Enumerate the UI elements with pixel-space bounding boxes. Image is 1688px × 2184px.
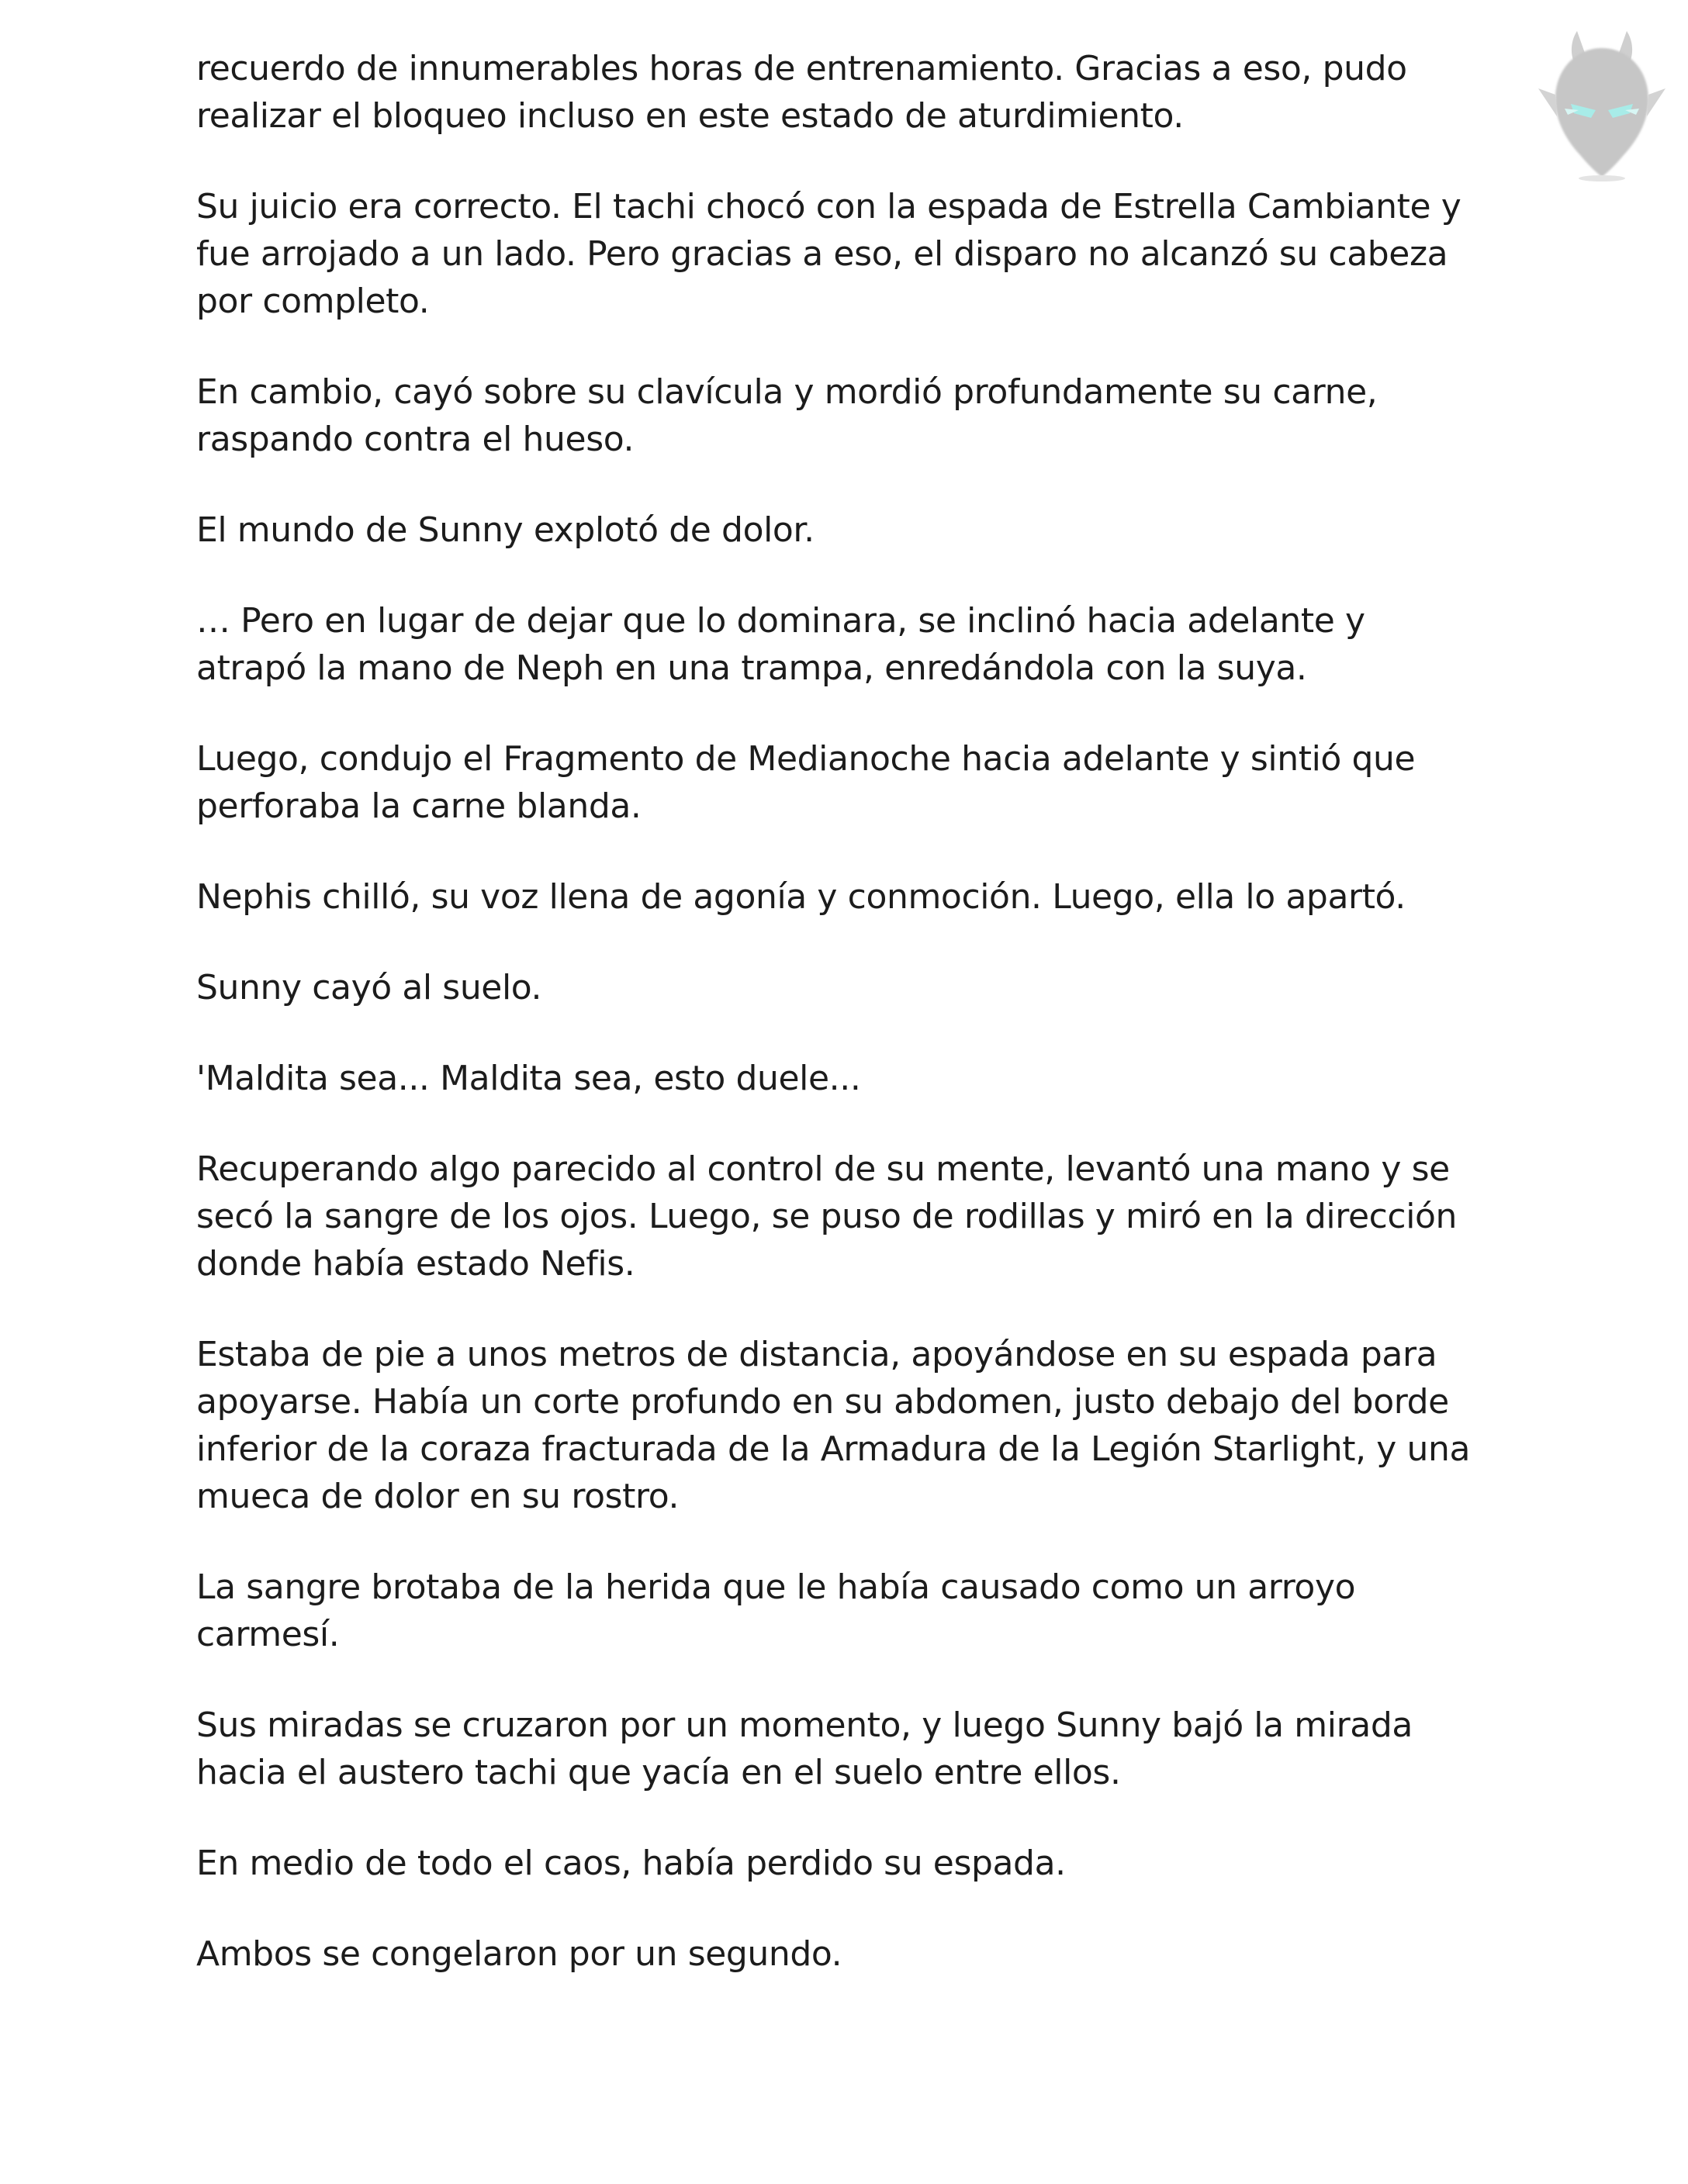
paragraph: Su juicio era correcto. El tachi chocó con la espada de Estrella Cambiante y fue arrojado a un lado. Pero gracias a eso, el disparo no alcanzó su cabeza por completo. [196,187,1461,321]
paragraph: Estaba de pie a unos metros de distancia, apoyándose en su espada para apoyarse. Había un corte profundo en su abdomen, justo debajo del borde inferior de la coraza fracturada de la Armadura de la Legión Starlight, y una mueca de dolor en su rostro. [196,1335,1471,1516]
paragraph: En cambio, cayó sobre su clavícula y mordió profundamente su carne, raspando contra el hueso. [196,372,1378,459]
paragraph: recuerdo de innumerables horas de entrenamiento. Gracias a eso, pudo realizar el bloqueo incluso en este estado de aturdimiento. [196,49,1407,136]
paragraph: Luego, condujo el Fragmento de Medianoche hacia adelante y sintió que perforaba la carne blanda. [196,739,1416,826]
paragraph: … Pero en lugar de dejar que lo dominara, se inclinó hacia adelante y atrapó la mano de Neph en una trampa, enredándola con la suya. [196,601,1365,688]
demon-head-icon [1532,17,1672,184]
paragraph: En medio de todo el caos, había perdido su espada. [196,1844,1066,1883]
paragraph: La sangre brotaba de la herida que le había causado como un arroyo carmesí. [196,1567,1356,1654]
paragraph: El mundo de Sunny explotó de dolor. [196,510,815,550]
paragraph: 'Maldita sea... Maldita sea, esto duele... [196,1059,861,1098]
paragraph: Nephis chilló, su voz llena de agonía y conmoción. Luego, ella lo apartó. [196,877,1406,917]
paragraph: Recuperando algo parecido al control de su mente, levantó una mano y se secó la sangre de los ojos. Luego, se puso de rodillas y miró en la dirección donde había estado Nefis. [196,1149,1458,1284]
paragraph: Sus miradas se cruzaron por un momento, y luego Sunny bajó la mirada hacia el austero tachi que yacía en el suelo entre ellos. [196,1705,1413,1792]
paragraph: Sunny cayó al suelo. [196,968,542,1007]
paragraph: Ambos se congelaron por un segundo. [196,1934,842,1974]
chapter-text [196,45,1484,2021]
